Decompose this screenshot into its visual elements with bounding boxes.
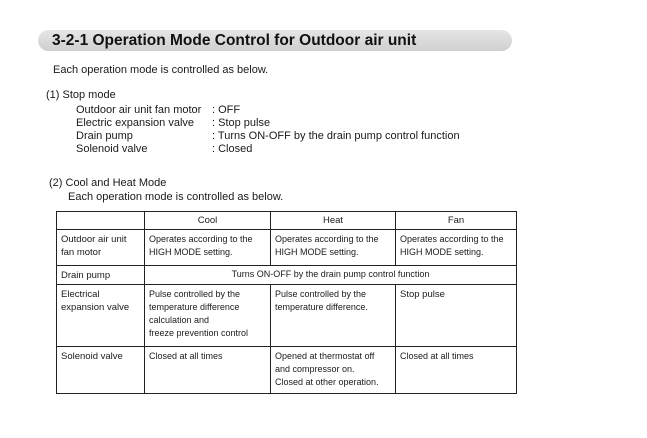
stop-item-label: Drain pump <box>76 130 133 142</box>
cell-heat: Opened at thermostat off and compressor on. Closed at other operation. <box>271 347 396 394</box>
cell-fan: Stop pulse <box>396 285 517 347</box>
cell-all-modes: Turns ON-OFF by the drain pump control function <box>145 266 517 285</box>
stop-mode-heading: (1) Stop mode <box>46 89 116 101</box>
row-label: Drain pump <box>57 266 145 285</box>
cool-heat-intro: Each operation mode is controlled as below. <box>68 191 284 203</box>
header-cell-fan: Fan <box>396 212 517 230</box>
row-label: Outdoor air unit fan motor <box>57 230 145 266</box>
stop-item-label: Outdoor air unit fan motor <box>76 104 202 116</box>
header-cell-cool: Cool <box>145 212 271 230</box>
row-label: Electrical expansion valve <box>57 285 145 347</box>
cool-heat-heading: (2) Cool and Heat Mode <box>49 177 167 189</box>
cell-fan: Closed at all times <box>396 347 517 394</box>
stop-item-value: : Stop pulse <box>212 117 271 129</box>
intro-text: Each operation mode is controlled as below. <box>53 64 269 76</box>
row-label: Solenoid valve <box>57 347 145 394</box>
stop-item-value: : OFF <box>212 104 241 116</box>
stop-item-value: : Closed <box>212 143 253 155</box>
table-row-solenoid-valve <box>57 347 517 394</box>
table-row-expansion-valve <box>57 285 517 347</box>
cell-heat: Pulse controlled by the temperature difference. <box>271 285 396 347</box>
operation-mode-table <box>56 211 517 394</box>
page-title: 3-2-1 Operation Mode Control for Outdoor air unit <box>52 32 417 49</box>
table-row-drain-pump <box>57 266 517 285</box>
table-header-row <box>57 212 517 230</box>
cell-cool: Pulse controlled by the temperature difference calculation and freeze prevention control <box>145 285 271 347</box>
cell-heat: Operates according to the HIGH MODE setting. <box>271 230 396 266</box>
cell-cool: Operates according to the HIGH MODE setting. <box>145 230 271 266</box>
stop-item-value: : Turns ON-OFF by the drain pump control function <box>212 130 460 142</box>
stop-item-label: Solenoid valve <box>76 143 148 155</box>
header-cell-heat: Heat <box>271 212 396 230</box>
stop-item-label: Electric expansion valve <box>76 117 195 129</box>
table-row-fan-motor <box>57 230 517 266</box>
cell-fan: Operates according to the HIGH MODE setting. <box>396 230 517 266</box>
cell-cool: Closed at all times <box>145 347 271 394</box>
header-cell-empty <box>57 212 145 230</box>
